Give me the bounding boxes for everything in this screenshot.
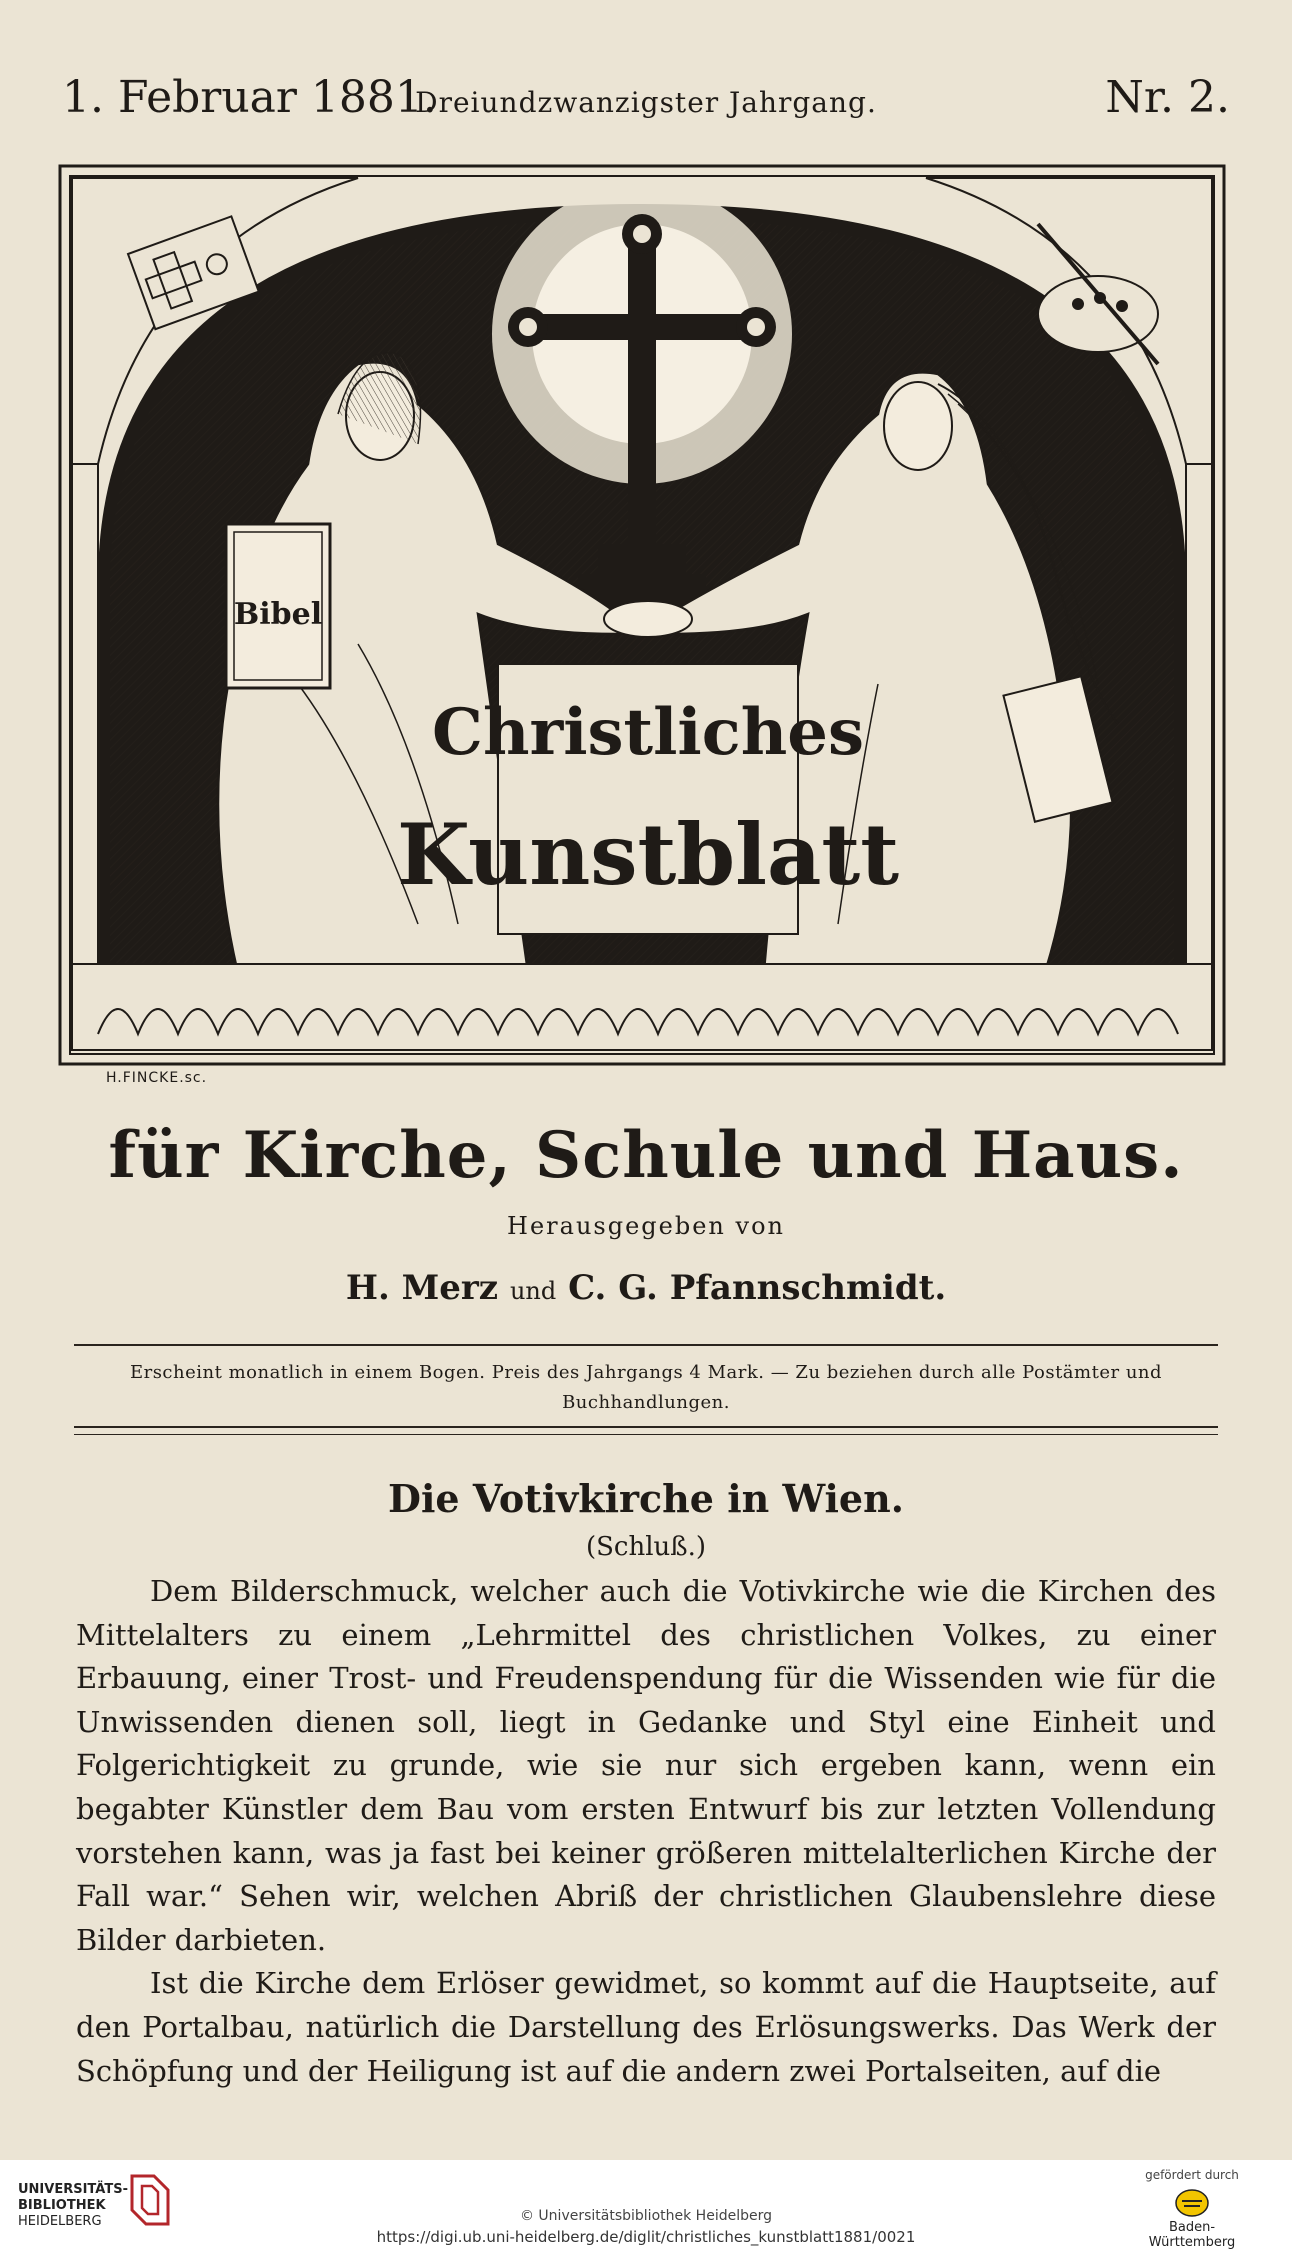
viewer-footer xyxy=(0,2160,1292,2250)
article-title: Die Votivkirche in Wien. xyxy=(388,1476,904,1521)
editors-and: und xyxy=(509,1277,557,1305)
title-line-1: Christliches xyxy=(432,695,864,770)
source-url-link[interactable]: https://digi.ub.uni-heidelberg.de/diglit/christliches_kunstblatt1881/0021 xyxy=(376,2228,916,2246)
bible-book xyxy=(226,524,330,688)
funding-credit xyxy=(1132,2168,1252,2250)
article-subtitle: (Schluß.) xyxy=(585,1532,707,1562)
library-name-line-2: BIBLIOTHEK xyxy=(18,2198,106,2213)
funder-name: Baden-Württemberg xyxy=(1148,2220,1236,2250)
library-name-line-3: HEIDELBERG xyxy=(18,2214,102,2229)
editor-2: C. G. Pfannschmidt. xyxy=(568,1268,947,1308)
divider-mid-2 xyxy=(74,1434,1218,1435)
volume-label: Dreiundzwanzigster Jahrgang. xyxy=(415,86,877,119)
bible-label: Bibel xyxy=(233,597,323,632)
engraver-credit: H.FINCKE.sc. xyxy=(106,1070,208,1086)
page-header xyxy=(62,72,1230,132)
divider-top xyxy=(74,1344,1218,1346)
copyright-notice: © Universitätsbibliothek Heidelberg xyxy=(519,2208,772,2224)
funded-by-label: gefördert durch xyxy=(1145,2168,1239,2182)
issue-date: 1. Februar 1881. xyxy=(62,72,437,123)
editor-1: H. Merz xyxy=(345,1268,499,1308)
title-line-2: Kunstblatt xyxy=(396,805,900,904)
article-body xyxy=(76,1570,1216,2093)
divider-mid-1 xyxy=(74,1426,1218,1428)
publication-notice: Erscheint monatlich in einem Bogen. Preis des Jahrgangs 4 Mark. — Zu beziehen durch alle Postämter und Buchhandlungen. xyxy=(129,1362,1163,1413)
editors-line xyxy=(0,1268,1292,1308)
article-paragraph-1: Dem Bilderschmuck, welcher auch die Votivkirche wie die Kirchen des Mittelalters zu einem „Lehrmittel des christlichen Volkes, zu einer Erbauung, einer Trost- und Freudenspendung für die Wissenden wie für die Unwissenden dienen soll, liegt in Gedanke und Styl eine Einheit und Folgerichtigkeit zu grunde, wie sie nur sich ergeben kann, wenn ein begabter Künstler dem Bau vom ersten Entwurf bis zur letzten Vollendung vorstehen kann, was ja fast bei keiner größeren mittelalterlichen Kirche der Fall war.“ Sehen wir, welchen Abriß der christlichen Glaubenslehre diese Bilder darbieten. xyxy=(76,1574,1216,1957)
edited-by-label: Herausgegeben von xyxy=(507,1212,785,1240)
title-engraving xyxy=(58,164,1226,1066)
state-coat-of-arms-icon xyxy=(1172,2188,1212,2218)
library-name-line-1: UNIVERSITÄTS- xyxy=(18,2182,128,2197)
masthead-subtitle: für Kirche, Schule und Haus. xyxy=(108,1118,1184,1193)
article-paragraph-2: Ist die Kirche dem Erlöser gewidmet, so kommt auf die Hauptseite, auf den Portalbau, natürlich die Darstellung des Erlösungswerks. Das Werk der Schöpfung und der Heiligung ist auf die andern zwei Portalseiten, auf die xyxy=(76,1966,1216,2088)
issue-number: Nr. 2. xyxy=(1105,72,1230,123)
